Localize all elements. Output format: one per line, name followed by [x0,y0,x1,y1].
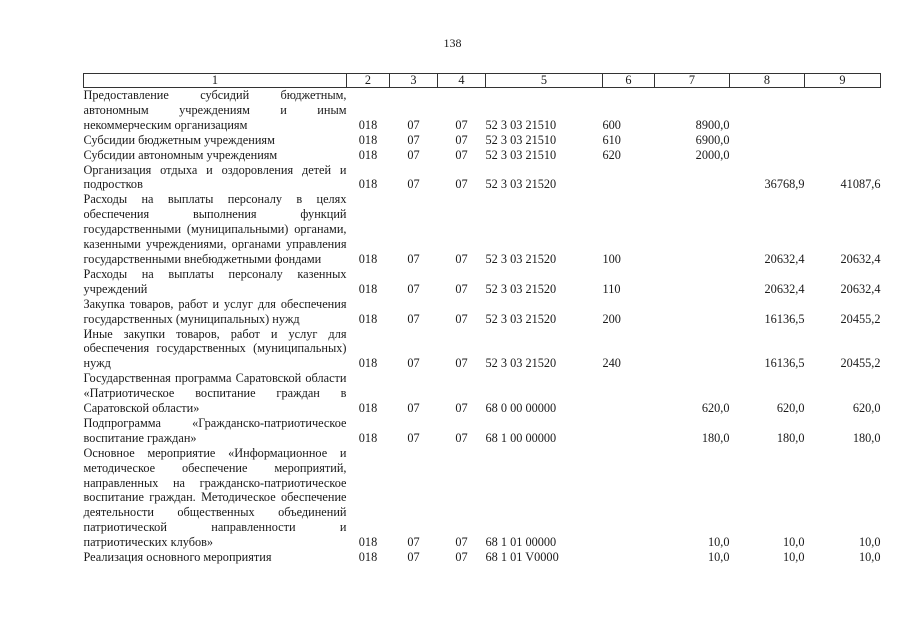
header-row [84,74,881,88]
section-code: 07 [407,401,420,416]
amount-col8: 620,0 [776,401,805,416]
ministry-code: 018 [358,251,378,266]
section-code: 07 [407,251,420,266]
section-code: 07 [407,281,420,296]
amount-col9: 20632,4 [840,281,881,296]
amount-col9: 20455,2 [840,356,881,371]
expense-type-code [603,446,655,550]
amount-col9: 20455,2 [840,311,881,326]
section-code: 07 [407,132,420,147]
target-article-code: 52 3 03 21520 [485,281,557,296]
amount-col9 [805,88,881,133]
amount-col8: 10,0 [782,535,805,550]
ministry-code: 018 [358,117,378,132]
amount-col7 [655,192,730,267]
target-article-code: 68 1 01 00000 [485,535,557,550]
expense-type-code: 600 [602,117,621,132]
amount-col7: 620,0 [701,401,730,416]
table-body [84,88,881,566]
ministry-code: 018 [358,356,378,371]
expense-type-code: 200 [602,311,621,326]
amount-col8: 20632,4 [764,251,805,266]
section-code: 07 [407,177,420,192]
section-code: 07 [407,550,420,565]
row-name: Подпрограмма «Гражданско-патриотическое воспитание граждан» [83,415,347,445]
amount-col7: 180,0 [701,430,730,445]
subsection-code: 07 [455,281,468,296]
column-header: 6 [603,74,655,88]
column-header: 2 [347,74,390,88]
amount-col7 [655,267,730,297]
ministry-code: 018 [358,430,378,445]
amount-col8: 180,0 [776,430,805,445]
section-code: 07 [407,117,420,132]
target-article-code: 52 3 03 21520 [485,177,557,192]
target-article-code: 68 1 00 00000 [485,430,557,445]
target-article-code: 52 3 03 21510 [485,117,557,132]
amount-col7: 6900,0 [695,132,730,147]
ministry-code: 018 [358,550,378,565]
ministry-code: 018 [358,281,378,296]
budget-table [83,73,881,565]
table-row [84,267,881,297]
amount-col9 [805,133,881,148]
table-row [84,327,881,372]
column-header: 9 [805,74,881,88]
amount-col8 [730,148,805,163]
target-article-code: 68 1 01 V0000 [485,550,559,565]
column-header: 3 [390,74,438,88]
expense-type-code [603,416,655,446]
subsection-code: 07 [455,251,468,266]
table-row [84,192,881,267]
target-article-code: 52 3 03 21520 [485,356,557,371]
amount-col8: 16136,5 [764,356,805,371]
row-name: Реализация основного мероприятия [83,550,272,565]
row-name: Основное мероприятие «Информационное и методическое обеспечение мероприятий, направленных на гражданско-патриотическое воспитание граждан. Методическое обеспечение деятельности общественных объединений патриотической направленности и патриотических клубов» [83,445,347,550]
amount-col8: 16136,5 [764,311,805,326]
page-number: 138 [443,36,462,50]
subsection-code: 07 [455,177,468,192]
expense-type-code: 240 [602,356,621,371]
target-article-code: 52 3 03 21510 [485,147,557,162]
expense-type-code: 110 [602,281,621,296]
ministry-code: 018 [358,311,378,326]
amount-col7 [655,297,730,327]
expense-type-code: 610 [602,132,621,147]
target-article-code: 52 3 03 21520 [485,251,557,266]
amount-col7: 2000,0 [695,147,730,162]
section-code: 07 [407,535,420,550]
subsection-code: 07 [455,356,468,371]
amount-col8 [730,88,805,133]
table-row [84,446,881,550]
expense-type-code [603,550,655,565]
column-header: 4 [438,74,486,88]
row-name: Субсидии автономным учреждениям [83,147,278,162]
amount-col8: 20632,4 [764,281,805,296]
table-row [84,148,881,163]
amount-col9 [805,148,881,163]
row-name: Закупка товаров, работ и услуг для обеспечения государственных (муниципальных) нужд [83,296,347,326]
amount-col7 [655,327,730,372]
ministry-code: 018 [358,401,378,416]
amount-col9: 41087,6 [840,177,881,192]
subsection-code: 07 [455,550,468,565]
subsection-code: 07 [455,132,468,147]
amount-col7 [655,163,730,193]
column-header: 5 [486,74,603,88]
column-header: 1 [84,74,347,88]
target-article-code: 68 0 00 00000 [485,401,557,416]
expense-type-code [603,371,655,416]
amount-col8: 10,0 [782,550,805,565]
amount-col7: 10,0 [707,535,730,550]
row-name: Предоставление субсидий бюджетным, автономным учреждениям и иным некоммерческим организациям [83,88,347,132]
column-header: 7 [655,74,730,88]
row-name: Организация отдыха и оздоровления детей и подростков [83,162,347,192]
amount-col7: 10,0 [707,550,730,565]
expense-type-code: 620 [602,147,621,162]
ministry-code: 018 [358,132,378,147]
subsection-code: 07 [455,535,468,550]
row-name: Расходы на выплаты персоналу в целях обеспечения выполнения функций государственными (муниципальными) органами, казенными учреждениями, органами управления государственными внебюджетными фондами [83,192,347,266]
table-row [84,163,881,193]
section-code: 07 [407,430,420,445]
row-name: Иные закупки товаров, работ и услуг для обеспечения государственных (муниципальных) нужд [83,326,347,371]
subsection-code: 07 [455,311,468,326]
ministry-code: 018 [358,177,378,192]
amount-col9: 620,0 [852,401,881,416]
column-header: 8 [730,74,805,88]
row-name: Расходы на выплаты персоналу казенных учреждений [83,266,347,296]
row-name: Государственная программа Саратовской области «Патриотическое воспитание граждан в Саратовской области» [83,371,347,416]
ministry-code: 018 [358,535,378,550]
table-row [84,297,881,327]
section-code: 07 [407,147,420,162]
amount-col9: 180,0 [852,430,881,445]
table-row [84,416,881,446]
table-row [84,550,881,565]
table-row [84,133,881,148]
amount-col9: 10,0 [858,550,881,565]
table-row [84,371,881,416]
amount-col8: 36768,9 [764,177,805,192]
amount-col7: 8900,0 [695,117,730,132]
expense-type-code: 100 [602,251,621,266]
row-name: Субсидии бюджетным учреждениям [83,132,275,147]
subsection-code: 07 [455,117,468,132]
ministry-code: 018 [358,147,378,162]
amount-col9: 20632,4 [840,251,881,266]
target-article-code: 52 3 03 21520 [485,311,557,326]
amount-col9: 10,0 [858,535,881,550]
target-article-code: 52 3 03 21510 [485,132,557,147]
table-row [84,88,881,133]
subsection-code: 07 [455,147,468,162]
subsection-code: 07 [455,401,468,416]
subsection-code: 07 [455,430,468,445]
section-code: 07 [407,356,420,371]
amount-col8 [730,133,805,148]
section-code: 07 [407,311,420,326]
expense-type-code [603,163,655,193]
